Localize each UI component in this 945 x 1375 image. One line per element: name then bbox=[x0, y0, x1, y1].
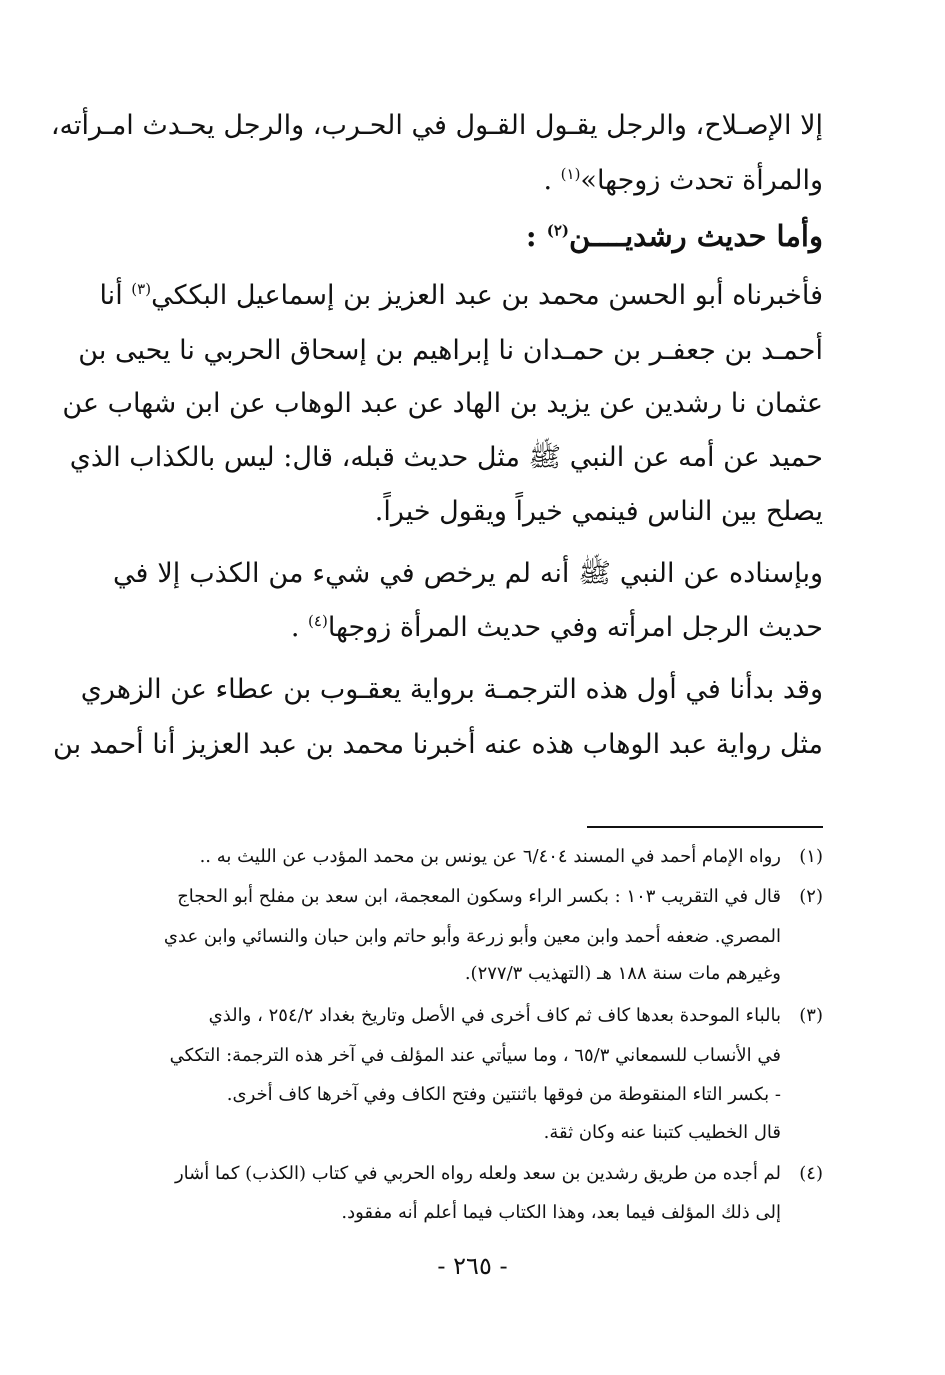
text-line-2-content: والمرأة تحدث زوجها» bbox=[580, 165, 823, 196]
footnote-ref-4[interactable]: (٤) bbox=[308, 612, 328, 630]
footnote-4-line-1: لم أجده من طريق رشدين بن سعد ولعله رواه الحربي في كتاب (الكذب) كما أشار bbox=[174, 1163, 781, 1184]
text-line-11: وقد بدأنا في أول هذه الترجمـة برواية يعقـوب بن عطاء عن الزهري bbox=[80, 674, 823, 705]
section-heading-text: وأما حديث رشديــــن bbox=[569, 219, 823, 253]
footnote-divider bbox=[587, 826, 823, 828]
footnote-3-line-1: بالباء الموحدة بعدها كاف ثم كاف أخرى في الأصل وتاريخ بغداد ٢٥٤/٢ ، والذي bbox=[208, 1005, 781, 1026]
text-line-4 bbox=[99, 280, 823, 311]
text-line-7: حميد عن أمه عن النبي ﷺ مثل حديث قبله، قال: ليس بالكذاب الذي bbox=[69, 442, 823, 473]
text-line-10 bbox=[113, 614, 823, 641]
footnote-2-number: (٢) bbox=[799, 886, 823, 907]
footnote-3-line-3: - بكسر التاء المنقوطة من فوقها باثنتين وفتح الكاف وفي آخرها كاف أخرى. bbox=[226, 1084, 781, 1105]
text-line-8: يصلح بين الناس فينمي خيراً ويقول خيراً. bbox=[374, 496, 823, 527]
footnote-1 bbox=[113, 848, 823, 866]
footnote-2-line-1: قال في التقريب ١٠٣ : بكسر الراء وسكون المعجمة، ابن سعد بن مفلح أبو الحجاج bbox=[177, 886, 781, 907]
footnote-1-number: (١) bbox=[799, 846, 823, 867]
text-line-2 bbox=[113, 167, 823, 194]
footnote-ref-2[interactable]: (٢) bbox=[546, 221, 570, 240]
footnote-ref-1[interactable]: (١) bbox=[560, 165, 581, 183]
text-line-12: مثل رواية عبد الوهاب هذه عنه أخبرنا محمد بن عبد العزيز أنا أحمد بن bbox=[53, 729, 823, 760]
footnote-2 bbox=[113, 888, 823, 906]
text-line-4-end: أنا bbox=[99, 280, 132, 311]
footnote-2-line-2: المصري. ضعفه أحمد وابن معين وأبو زرعة وأبو حاتم وابن حبان والنسائي وابن عدي bbox=[163, 926, 781, 947]
footnote-1-line-1: رواه الإمام أحمد في المسند ٦/٤٠٤ عن يونس بن محمد المؤدب عن الليث به .. bbox=[199, 846, 781, 867]
text-line-2-end: . bbox=[543, 165, 561, 196]
footnote-4-number: (٤) bbox=[799, 1163, 823, 1184]
text-line-6: عثمان نا رشدين عن يزيد بن الهاد عن عبد الوهاب عن ابن شهاب عن bbox=[62, 388, 823, 419]
footnote-3 bbox=[113, 1007, 823, 1025]
text-line-9: وبإسناده عن النبي ﷺ أنه لم يرخص في شيء من الكذب إلا في bbox=[113, 558, 823, 589]
footnote-2-line-3: وغيرهم مات سنة ١٨٨ هـ (التهذيب ٢٧٧/٣). bbox=[464, 963, 781, 984]
text-line-10-end: . bbox=[290, 612, 309, 643]
text-line-4-content: فأخبرناه أبو الحسن محمد بن عبد العزيز بن إسماعيل البككي bbox=[151, 280, 823, 311]
footnote-4 bbox=[113, 1165, 823, 1183]
page-number: - ٢٦٥ - bbox=[437, 1252, 508, 1280]
footnote-3-line-4: قال الخطيب كتبنا عنه وكان ثقة. bbox=[543, 1122, 781, 1143]
text-line-5: أحمـد بن جعفـر بن حمـدان نا إبراهيم بن إسحاق الحربي نا يحيى بن bbox=[78, 335, 823, 366]
section-heading bbox=[113, 219, 823, 253]
text-line-10-content: حديث الرجل امرأته وفي حديث المرأة زوجها bbox=[327, 612, 823, 643]
text-line-1: إلا الإصـلاح، والرجل يقـول القـول في الحـرب، والرجل يحـدث امـرأته، bbox=[50, 110, 823, 141]
footnote-ref-3[interactable]: (٣) bbox=[131, 280, 152, 298]
footnote-4-line-2: إلى ذلك المؤلف فيما بعد، وهذا الكتاب فيما أعلم أنه مفقود. bbox=[341, 1202, 781, 1223]
section-heading-end: : bbox=[525, 219, 547, 253]
footnote-3-line-2: في الأنساب للسمعاني ٦٥/٣ ، وما سيأتي عند المؤلف في آخر هذه الترجمة: التككي bbox=[169, 1045, 781, 1066]
footnote-3-number: (٣) bbox=[799, 1005, 823, 1026]
